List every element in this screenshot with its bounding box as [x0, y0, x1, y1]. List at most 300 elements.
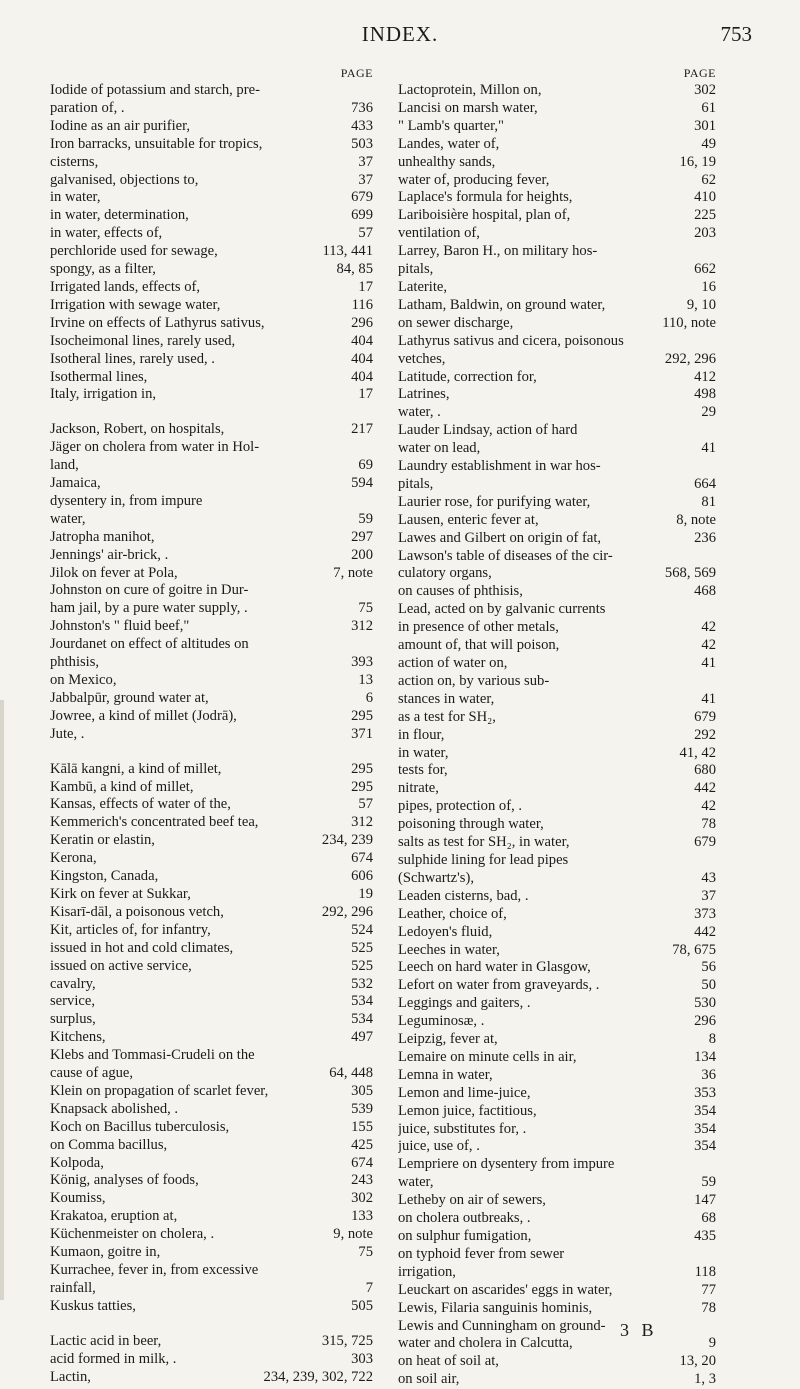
- page-reference: 113, 441: [322, 243, 373, 260]
- entry-text: Lewis, Filaria sanguinis hominis,: [398, 1299, 593, 1316]
- page-reference: 13, 20: [679, 1353, 716, 1370]
- page-reference: 412: [694, 368, 716, 385]
- entry-text: Koumiss,: [50, 1190, 106, 1207]
- entry-text: on sulphur fumigation,: [398, 1228, 532, 1244]
- page-reference: 292, 296: [321, 903, 373, 920]
- entry-text: Laurier rose, for purifying water,: [398, 493, 591, 510]
- index-entry: [50, 243, 373, 261]
- page-reference: 116: [351, 296, 373, 313]
- page-reference: 404: [351, 350, 373, 367]
- index-entry: [50, 1280, 373, 1298]
- index-entry: [398, 1264, 716, 1282]
- index-entry: [50, 618, 373, 636]
- entry-text: Kemmerich's concentrated beef tea,: [50, 814, 259, 831]
- entry-text: Leather, choice of,: [398, 905, 507, 922]
- index-entry: [50, 600, 373, 618]
- page-reference: 118: [694, 1263, 716, 1280]
- entry-text: Koch on Bacillus tuberculosis,: [50, 1118, 230, 1135]
- entry-text: on cholera outbreaks, .: [398, 1210, 531, 1227]
- entry-text: Lemaire on minute cells in air,: [398, 1048, 577, 1065]
- page-reference: 37: [358, 171, 373, 188]
- index-entry: [398, 1031, 716, 1049]
- page-reference: 36: [701, 1066, 716, 1083]
- entry-text: juice, substitutes for, .: [398, 1120, 527, 1137]
- index-entry: [50, 1155, 373, 1173]
- entry-text: Laundry establishment in war hos-: [398, 458, 601, 475]
- page-reference: 680: [694, 762, 716, 779]
- index-entry: [398, 386, 716, 404]
- entry-text: Kumaon, goitre in,: [50, 1244, 161, 1261]
- page-reference: 425: [351, 1136, 373, 1153]
- index-entry: [50, 1137, 373, 1155]
- page-reference: 6: [365, 689, 373, 706]
- index-entry: [50, 475, 373, 493]
- entry-text: Laplace's formula for heights,: [398, 189, 573, 206]
- entry-text: irrigation,: [398, 1263, 456, 1280]
- entry-text: action of water on,: [398, 655, 508, 671]
- entry-text: Leeches in water,: [398, 941, 500, 958]
- index-entry: [398, 315, 716, 333]
- entry-text: Johnston on cure of goitre in Dur-: [50, 582, 249, 599]
- index-entry: [50, 457, 373, 475]
- entry-text: Latrines,: [398, 386, 450, 403]
- entry-text: unhealthy sands,: [398, 153, 496, 170]
- page-reference: 354: [694, 1120, 716, 1137]
- index-entry: [50, 904, 373, 922]
- index-entry: [50, 886, 373, 904]
- index-entry: [50, 547, 373, 565]
- section-gap: [50, 404, 373, 421]
- index-entry: [398, 816, 716, 834]
- index-entry: [50, 1011, 373, 1029]
- entry-text: Leguminosæ, .: [398, 1013, 485, 1030]
- page-column-label: PAGE: [340, 66, 373, 80]
- entry-text: Leaden cisterns, bad, .: [398, 887, 529, 904]
- index-entry: [50, 922, 373, 940]
- index-entry: [398, 619, 716, 637]
- page-reference: 57: [358, 225, 373, 242]
- page-reference: 498: [694, 386, 716, 403]
- entry-text: Irvine on effects of Lathyrus sativus,: [50, 314, 265, 331]
- index-entry: [398, 297, 716, 315]
- index-entry: [50, 796, 373, 814]
- entry-text: Kit, articles of, for infantry,: [50, 921, 211, 938]
- index-entry: [398, 1103, 716, 1121]
- entry-text: Jackson, Robert, on hospitals,: [50, 421, 225, 438]
- page-reference: 302: [351, 1190, 373, 1207]
- entry-text: in water,: [50, 189, 101, 206]
- page-reference: 68: [701, 1210, 716, 1227]
- entry-text: Kambū, a kind of millet,: [50, 778, 194, 795]
- entry-text: (Schwartz's),: [398, 869, 474, 886]
- entry-text: cause of ague,: [50, 1065, 134, 1082]
- index-entry: [50, 1351, 373, 1369]
- index-entry: [398, 1067, 716, 1085]
- entry-text: nitrate,: [398, 780, 439, 797]
- entry-text: Klebs and Tommasi-Crudeli on the: [50, 1047, 255, 1064]
- entry-text: Lancisi on marsh water,: [398, 99, 538, 116]
- index-entry: [398, 727, 716, 745]
- entry-text: Kolpoda,: [50, 1154, 104, 1171]
- index-entry: [398, 1318, 716, 1336]
- page-reference: 133: [351, 1208, 373, 1225]
- page-reference: 41: [701, 655, 716, 671]
- entry-text: Lemon juice, factitious,: [398, 1102, 537, 1119]
- page-reference: 295: [351, 778, 373, 795]
- page-reference: 42: [701, 619, 716, 636]
- entry-text: galvanised, objections to,: [50, 171, 199, 188]
- index-entry: [398, 440, 716, 458]
- binding-edge: [0, 700, 4, 1300]
- index-entry: [398, 673, 716, 691]
- entry-text: service,: [50, 993, 95, 1010]
- index-entry: [398, 476, 716, 494]
- page-reference: 57: [358, 796, 373, 813]
- page-reference: 225: [694, 207, 716, 224]
- page-reference: 42: [701, 798, 716, 815]
- index-entry: [398, 745, 716, 763]
- entry-text: on typhoid fever from sewer: [398, 1245, 565, 1262]
- section-gap: [50, 1316, 373, 1333]
- entry-text: Leipzig, fever at,: [398, 1031, 498, 1048]
- entry-text: on heat of soil at,: [398, 1353, 499, 1370]
- entry-text: Leech on hard water in Glasgow,: [398, 959, 591, 976]
- entry-text: Landes, water of,: [398, 135, 500, 152]
- index-entry: [50, 976, 373, 994]
- entry-text: rainfall,: [50, 1279, 96, 1296]
- page-reference: 699: [351, 207, 373, 224]
- entry-text: Latitude, correction for,: [398, 368, 537, 385]
- index-entry: [398, 565, 716, 583]
- entry-text: stances in water,: [398, 690, 495, 707]
- index-entry: [50, 279, 373, 297]
- index-entry: [398, 225, 716, 243]
- entry-text: water,: [50, 510, 86, 527]
- page-reference: 373: [694, 905, 716, 922]
- entry-text: Jourdanet on effect of altitudes on: [50, 636, 249, 653]
- entry-text: Letheby on air of sewers,: [398, 1192, 546, 1209]
- entry-text: Lawson's table of diseases of the cir-: [398, 547, 613, 564]
- entry-text: dysentery in, from impure: [50, 492, 203, 509]
- page-reference: 301: [694, 117, 716, 134]
- page-reference: 81: [701, 493, 716, 510]
- index-entry: [50, 1047, 373, 1065]
- entry-text: Kuskus tatties,: [50, 1297, 136, 1314]
- page-reference: 19: [358, 885, 373, 902]
- index-entry: [50, 1244, 373, 1262]
- index-entry: [50, 333, 373, 351]
- index-entry: [398, 458, 716, 476]
- entry-text: Jilok on fever at Pola,: [50, 564, 178, 581]
- entry-text: Latham, Baldwin, on ground water,: [398, 296, 606, 313]
- entry-text: on Mexico,: [50, 672, 117, 688]
- index-entry: [50, 565, 373, 583]
- index-entry: [398, 1228, 716, 1246]
- index-entry: [50, 832, 373, 850]
- page-reference: 295: [351, 707, 373, 724]
- index-entry: [398, 1371, 716, 1389]
- entry-text: water and cholera in Calcutta,: [398, 1335, 573, 1352]
- page-reference: 736: [351, 99, 373, 116]
- index-entry: [398, 333, 716, 351]
- index-entry: [398, 422, 716, 440]
- index-entry: [398, 924, 716, 942]
- page-reference: 435: [694, 1228, 716, 1244]
- entry-text: poisoning through water,: [398, 816, 544, 833]
- page-reference: 525: [351, 939, 373, 956]
- index-entry: [398, 369, 716, 387]
- page-reference: 664: [694, 475, 716, 492]
- index-entry: [398, 261, 716, 279]
- page-reference: 236: [694, 529, 716, 546]
- entry-text: sulphide lining for lead pipes: [398, 851, 569, 868]
- page-reference: 312: [351, 814, 373, 831]
- entry-text: Jowree, a kind of millet (Jodrā),: [50, 707, 237, 724]
- page-reference: 37: [358, 153, 373, 170]
- index-entry: [50, 315, 373, 333]
- page-reference: 534: [351, 993, 373, 1010]
- page-reference: 56: [701, 959, 716, 976]
- index-entry: [50, 672, 373, 690]
- page-reference: 305: [351, 1082, 373, 1099]
- index-entry: [398, 906, 716, 924]
- page-reference: 497: [351, 1029, 373, 1046]
- entry-text: Lead, acted on by galvanic currents: [398, 601, 606, 618]
- index-entry: [398, 1156, 716, 1174]
- entry-text: Knapsack abolished, .: [50, 1100, 179, 1117]
- page-reference: 43: [701, 869, 716, 886]
- page-reference: 234, 239, 302, 722: [263, 1368, 373, 1385]
- index-entry: [398, 82, 716, 100]
- index-entry: [50, 1190, 373, 1208]
- page-reference: 110, note: [662, 314, 716, 331]
- index-entry: [398, 1138, 716, 1156]
- entry-text: Jamaica,: [50, 475, 101, 492]
- entry-text: in water, effects of,: [50, 225, 163, 242]
- index-entry: [50, 940, 373, 958]
- entry-text: ventilation of,: [398, 225, 480, 242]
- entry-text: cavalry,: [50, 975, 96, 992]
- index-entry: [398, 1210, 716, 1228]
- page-column-label: PAGE: [683, 66, 716, 80]
- index-entry: [50, 421, 373, 439]
- index-entry: [50, 118, 373, 136]
- index-entry: [398, 1282, 716, 1300]
- entry-text: Kansas, effects of water of the,: [50, 796, 231, 813]
- index-entry: [50, 136, 373, 154]
- entry-text: Larrey, Baron H., on military hos-: [398, 243, 598, 260]
- index-entry: [50, 297, 373, 315]
- page-reference: 353: [694, 1084, 716, 1101]
- index-entry: [50, 1029, 373, 1047]
- page-reference: 13: [358, 672, 373, 688]
- entry-text: Jäger on cholera from water in Hol-: [50, 439, 260, 456]
- left-index-column: [50, 64, 373, 1386]
- index-entry: [50, 868, 373, 886]
- index-entry: [398, 512, 716, 530]
- page-reference: 8: [708, 1031, 716, 1048]
- page-reference: 37: [701, 887, 716, 904]
- entry-text: König, analyses of foods,: [50, 1172, 199, 1189]
- page-reference: 42: [701, 637, 716, 654]
- index-entry: [398, 1049, 716, 1067]
- index-entry: [50, 1119, 373, 1137]
- entry-text: water of, producing fever,: [398, 171, 550, 188]
- page-reference: 84, 85: [336, 261, 373, 278]
- index-entry: [50, 225, 373, 243]
- page-reference: 217: [351, 421, 373, 438]
- section-gap: [50, 744, 373, 761]
- page-reference: 49: [701, 135, 716, 152]
- index-entry: [398, 977, 716, 995]
- page-reference: 315, 725: [321, 1332, 373, 1349]
- entry-text: Iron barracks, unsuitable for tropics,: [50, 135, 263, 152]
- index-entry: [398, 172, 716, 190]
- index-entry: [398, 780, 716, 798]
- page-reference: 539: [351, 1100, 373, 1117]
- page-reference: 134: [694, 1048, 716, 1065]
- entry-text: Lempriere on dysentery from impure: [398, 1156, 615, 1173]
- right-index-column: [398, 64, 716, 1389]
- entry-text: " Lamb's quarter,": [398, 117, 504, 134]
- entry-text: juice, use of, .: [398, 1138, 480, 1155]
- entry-text: Kitchens,: [50, 1029, 106, 1046]
- entry-text: Kirk on fever at Sukkar,: [50, 885, 191, 902]
- entry-text: Kurrachee, fever in, from excessive: [50, 1262, 259, 1278]
- page-reference: 9: [708, 1335, 716, 1352]
- entry-text: Isothermal lines,: [50, 368, 148, 385]
- page-reference: 297: [351, 528, 373, 545]
- page-reference: 17: [358, 386, 373, 403]
- page-reference: 203: [694, 225, 716, 242]
- index-entry: [50, 172, 373, 190]
- page-reference: 679: [351, 189, 373, 206]
- page-reference: 77: [701, 1281, 716, 1298]
- index-entry: [50, 386, 373, 404]
- index-entry: [50, 814, 373, 832]
- page-reference: 9, note: [333, 1226, 373, 1243]
- index-entry: [50, 493, 373, 511]
- entry-text: paration of, .: [50, 99, 125, 116]
- index-entry: [50, 654, 373, 672]
- index-entry: [50, 154, 373, 172]
- index-entry: [398, 655, 716, 673]
- index-entry: [50, 529, 373, 547]
- entry-text: Isocheimonal lines, rarely used,: [50, 332, 236, 349]
- page-reference: 1, 3: [694, 1371, 716, 1388]
- page-reference: 16, 19: [679, 153, 716, 170]
- entry-text: Kerona,: [50, 850, 97, 867]
- page-reference: 50: [701, 977, 716, 994]
- entry-text: on soil air,: [398, 1371, 460, 1388]
- entry-text: Iodide of potassium and starch, pre-: [50, 82, 260, 98]
- entry-text: Jennings' air-brick, .: [50, 546, 169, 563]
- index-heading: INDEX.: [361, 22, 439, 46]
- entry-text: spongy, as a filter,: [50, 261, 156, 278]
- page-reference: 404: [351, 368, 373, 385]
- page-reference: 594: [351, 475, 373, 492]
- page-number: 753: [720, 22, 752, 46]
- index-entry: [398, 583, 716, 601]
- page-reference: 302: [694, 82, 716, 98]
- entry-text: Krakatoa, eruption at,: [50, 1208, 178, 1225]
- page-reference: 61: [701, 99, 716, 116]
- index-entry: [398, 118, 716, 136]
- index-entry: [50, 993, 373, 1011]
- page-reference: 524: [351, 921, 373, 938]
- index-entry: [398, 637, 716, 655]
- index-entry: [398, 762, 716, 780]
- page-reference: 292: [694, 726, 716, 743]
- entry-text: as a test for SH₂,: [398, 708, 496, 725]
- entry-text: Küchenmeister on cholera, .: [50, 1226, 215, 1243]
- page-reference: 433: [351, 117, 373, 134]
- entry-text: Lactoprotein, Millon on,: [398, 82, 542, 98]
- entry-text: Lewis and Cunningham on ground-: [398, 1317, 606, 1334]
- page-reference: 41, 42: [679, 744, 716, 761]
- entry-text: Lathyrus sativus and cicera, poisonous: [398, 332, 624, 349]
- entry-text: issued in hot and cold climates,: [50, 939, 234, 956]
- index-entry: [398, 136, 716, 154]
- index-entry: [398, 1335, 716, 1353]
- page-reference: 29: [701, 404, 716, 421]
- entry-text: Klein on propagation of scarlet fever,: [50, 1082, 269, 1099]
- entry-text: Italy, irrigation in,: [50, 386, 157, 403]
- entry-text: phthisis,: [50, 654, 100, 671]
- page-reference: 303: [351, 1350, 373, 1367]
- index-entry: [50, 1369, 373, 1387]
- index-entry: [50, 82, 373, 100]
- entry-text: Lemna in water,: [398, 1066, 493, 1083]
- page-reference: 78: [701, 816, 716, 833]
- index-entry: [398, 834, 716, 852]
- index-entry: [398, 1246, 716, 1264]
- entry-text: on sewer discharge,: [398, 314, 514, 331]
- index-entry: [398, 888, 716, 906]
- entry-text: in water,: [398, 744, 449, 761]
- page-reference: 442: [694, 780, 716, 797]
- index-entry: [398, 709, 716, 727]
- entry-text: water, .: [398, 404, 441, 421]
- index-entry: [50, 779, 373, 797]
- page-reference: 78: [701, 1299, 716, 1316]
- entry-text: Leggings and gaiters, .: [398, 995, 531, 1012]
- page-reference: 532: [351, 975, 373, 992]
- index-entry: [50, 100, 373, 118]
- entry-text: land,: [50, 457, 79, 474]
- page-reference: 534: [351, 1011, 373, 1028]
- entry-text: Lemon and lime-juice,: [398, 1084, 531, 1101]
- index-entry: [398, 995, 716, 1013]
- entry-text: vetches,: [398, 350, 446, 367]
- entry-text: Ledoyen's fluid,: [398, 923, 493, 940]
- page-reference: 296: [351, 314, 373, 331]
- page-reference: 147: [694, 1192, 716, 1209]
- index-entry: [398, 1300, 716, 1318]
- page-reference: 62: [701, 171, 716, 188]
- entry-text: Iodine as an air purifier,: [50, 117, 191, 134]
- page-reference: 41: [701, 690, 716, 707]
- entry-text: issued on active service,: [50, 957, 192, 974]
- entry-text: pipes, protection of, .: [398, 798, 523, 815]
- index-entry: [50, 1172, 373, 1190]
- page-reference: 525: [351, 957, 373, 974]
- entry-text: in flour,: [398, 726, 445, 743]
- index-entry: [50, 207, 373, 225]
- entry-text: Jatropha manihot,: [50, 528, 155, 545]
- index-entry: [50, 690, 373, 708]
- index-entry: [50, 189, 373, 207]
